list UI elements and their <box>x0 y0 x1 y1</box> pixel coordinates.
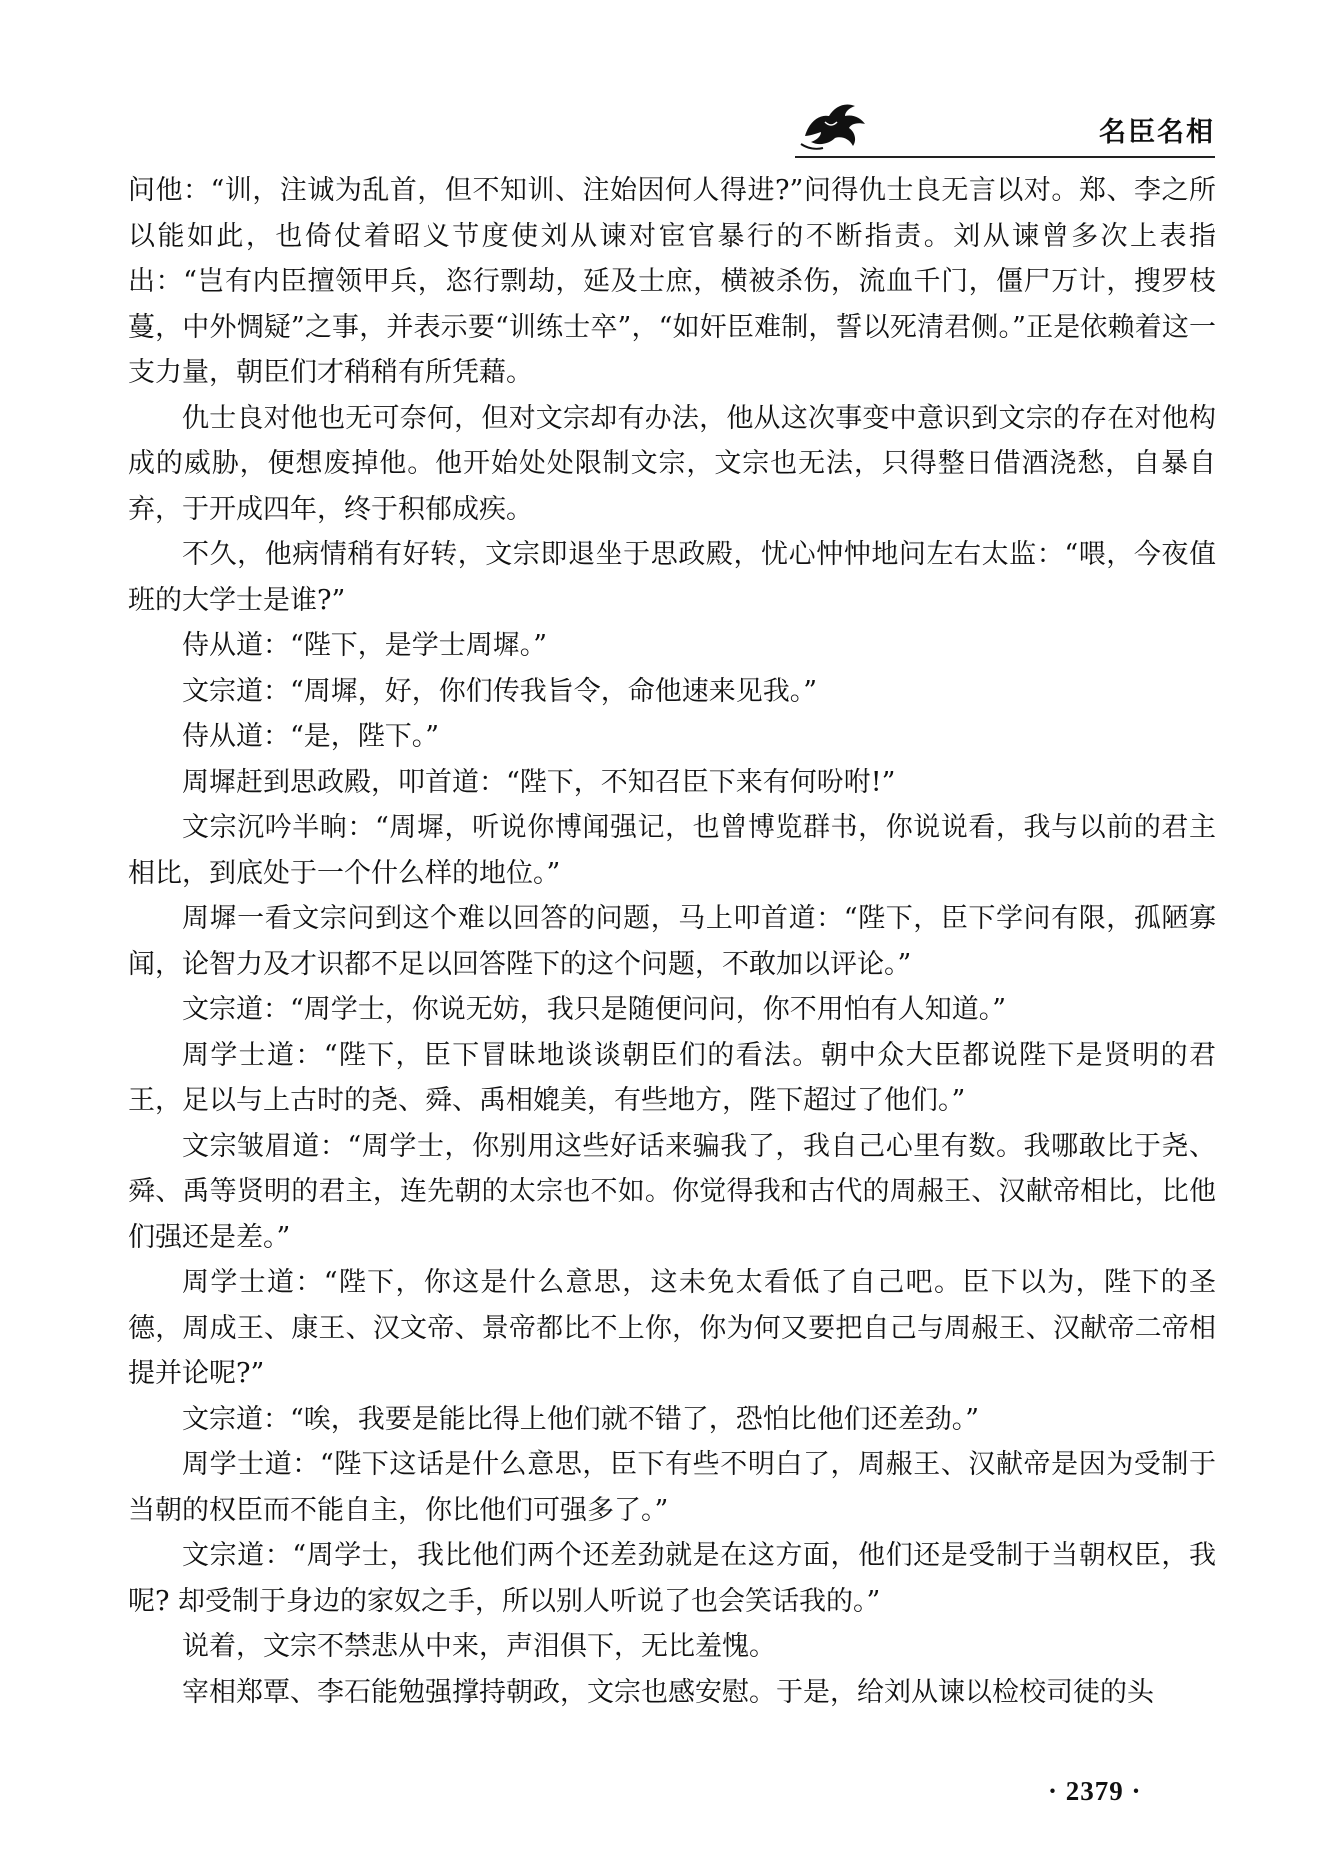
paragraph: 仇士良对他也无可奈何，但对文宗却有办法，他从这次事变中意识到文宗的存在对他构成的威胁，便想废掉他。他开始处处限制文宗，文宗也无法，只得整日借酒浇愁，自暴自弃，于开成四年，终于积郁成疾。 <box>128 402 1216 525</box>
paragraph: 周墀赶到思政殿，叩首道：“陛下，不知召臣下来有何吩咐!” <box>182 766 896 798</box>
paragraph: 文宗沉吟半晌：“周墀，听说你博闻强记，也曾博览群书，你说说看，我与以前的君主相比，到底处于一个什么样的地位。” <box>128 812 1216 889</box>
dragon-emblem-icon <box>795 92 873 154</box>
paragraph: 文宗道：“周墀，好，你们传我旨令，命他速来见我。” <box>182 675 818 707</box>
paragraph: 侍从道：“是，陛下。” <box>182 721 440 752</box>
running-header <box>795 92 1215 154</box>
paragraph: 说着，文宗不禁悲从中来，声泪俱下，无比羞愧。 <box>182 1631 776 1662</box>
paragraph: 不久，他病情稍有好转，文宗即退坐于思政殿，忧心忡忡地问左右太监：“喂，今夜值班的大学士是谁?” <box>128 539 1216 616</box>
paragraph: 宰相郑覃、李石能勉强撑持朝政，文宗也感安慰。于是，给刘从谏以检校司徒的头 <box>182 1676 1154 1708</box>
paragraph: 周学士道：“陛下这话是什么意思，臣下有些不明白了，周赧王、汉献帝是因为受制于当朝的权臣而不能自主，你比他们可强多了。” <box>128 1449 1216 1526</box>
page-number: · 2379 · <box>1048 1776 1142 1806</box>
paragraph: 问他：“训，注诚为乱首，但不知训、注始因何人得进?”问得仇士良无言以对。郑、李之所以能如此，也倚仗着昭义节度使刘从谏对宦官暴行的不断指责。刘从谏曾多次上表指出：“岂有内臣擅领甲兵，恣行剽劫，延及士庶，横被杀伤，流血千门，僵尸万计，搜罗枝蔓，中外惆疑”之事，并表示要“训练士卒”，“如奸臣难制，誓以死清君侧。”正是依赖着这一支力量，朝臣们才稍稍有所凭藉。 <box>128 175 1216 388</box>
paragraph: 周墀一看文宗问到这个难以回答的问题，马上叩首道：“陛下，臣下学问有限，孤陋寡闻，论智力及才识都不足以回答陛下的这个问题，不敢加以评论。” <box>128 903 1216 980</box>
paragraph: 文宗皱眉道：“周学士，你别用这些好话来骗我了，我自己心里有数。我哪敢比于尧、舜、禹等贤明的君主，连先朝的太宗也不如。你觉得我和古代的周赧王、汉献帝相比，比他们强还是差。” <box>128 1130 1216 1253</box>
paragraph: 文宗道：“周学士，你说无妨，我只是随便问问，你不用怕有人知道。” <box>182 994 1007 1025</box>
paragraph: 周学士道：“陛下，你这是什么意思，这未免太看低了自己吧。臣下以为，陛下的圣德，周成王、康王、汉文帝、景帝都比不上你，你为何又要把自己与周赧王、汉献帝二帝相提并论呢?” <box>128 1267 1216 1389</box>
paragraph: 文宗道：“周学士，我比他们两个还差劲就是在这方面，他们还是受制于当朝权臣，我呢? 却受制于身边的家奴之手，所以别人听说了也会笑话我的。” <box>128 1540 1216 1617</box>
paragraph: 文宗道：“唉，我要是能比得上他们就不错了，恐怕比他们还差劲。” <box>182 1403 980 1435</box>
body-text <box>128 168 1216 1715</box>
header-rule <box>795 156 1215 158</box>
paragraph: 周学士道：“陛下，臣下冒昧地谈谈朝臣们的看法。朝中众大臣都说陛下是贤明的君王，足以与上古时的尧、舜、禹相媲美，有些地方，陛下超过了他们。” <box>128 1039 1216 1116</box>
section-title: 名臣名相 <box>1099 117 1215 148</box>
paragraph: 侍从道：“陛下，是学士周墀。” <box>182 630 548 661</box>
